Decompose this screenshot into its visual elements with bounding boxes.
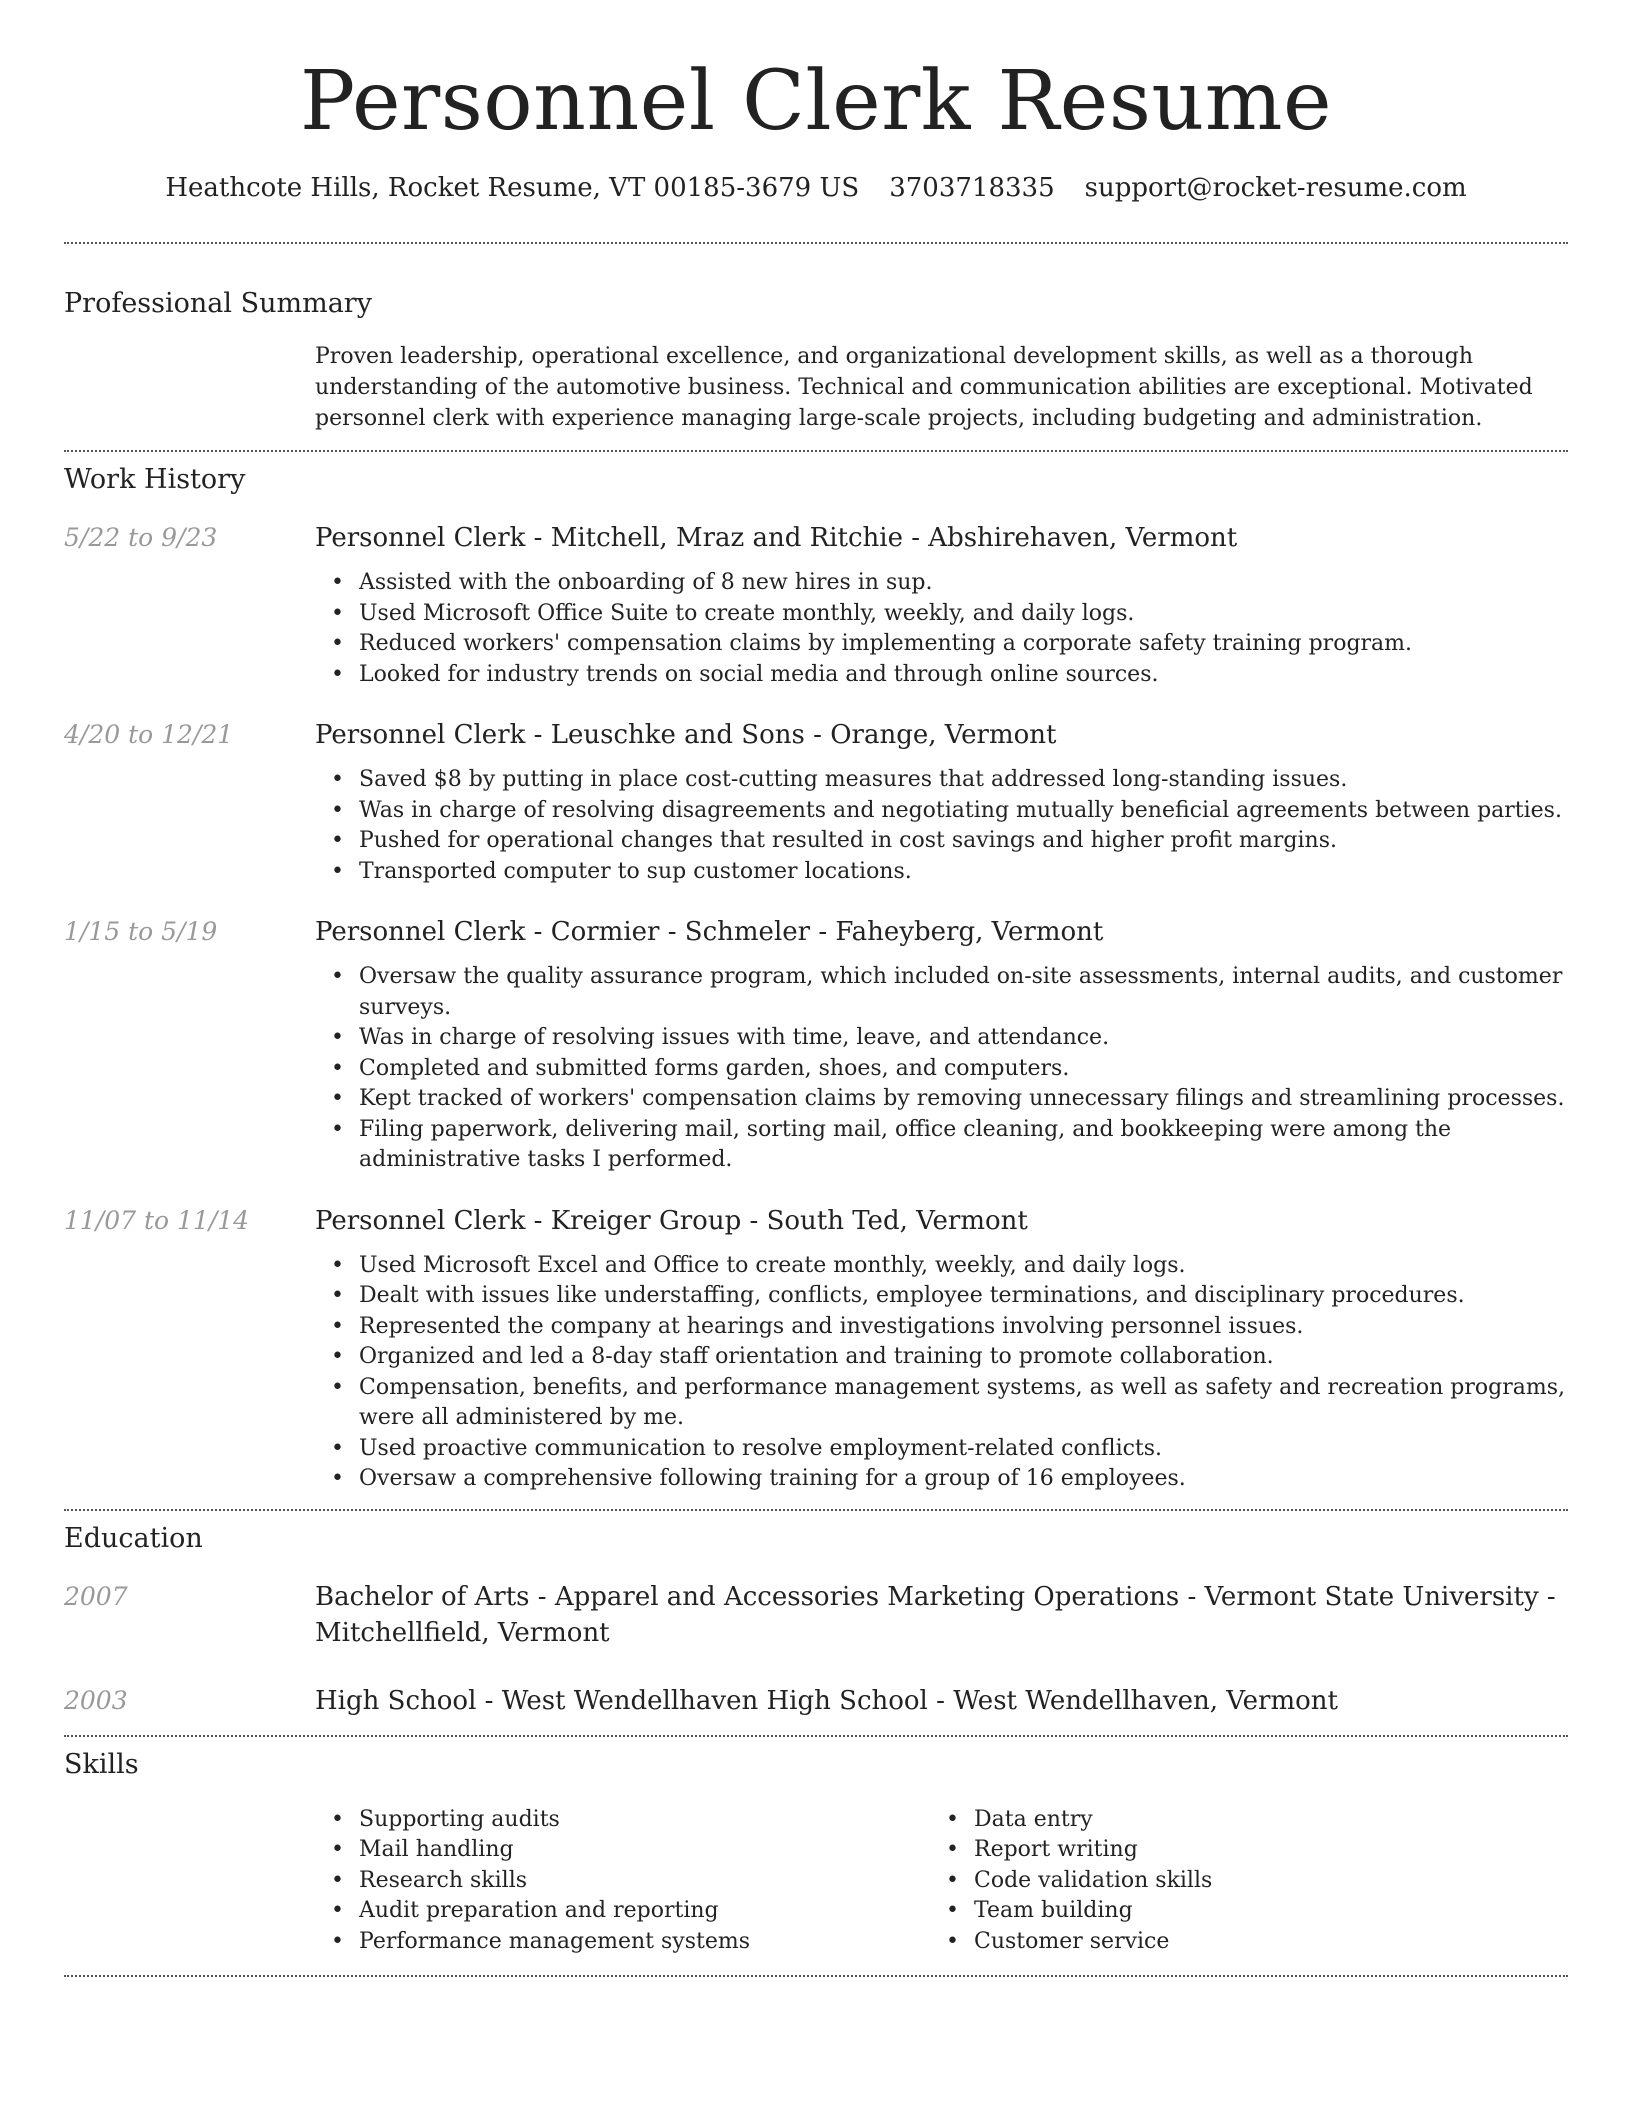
job-bullets	[315, 962, 1568, 1176]
list-item: • Reduced workers' compensation claims by implementing a corporate safety training program.	[315, 629, 1568, 660]
list-item: • Kept tracked of workers' compensation claims by removing unnecessary filings and streamlining processes.	[315, 1084, 1568, 1115]
list-item: • Organized and led a 8-day staff orientation and training to promote collaboration.	[315, 1342, 1568, 1373]
job-entry	[64, 520, 1568, 690]
resume-page	[64, 0, 1568, 1977]
list-item: • Mail handling	[315, 1835, 930, 1866]
list-item: • Transported computer to sup customer locations.	[315, 857, 1568, 888]
list-item: • Dealt with issues like understaffing, conflicts, employee terminations, and disciplinary procedures.	[315, 1281, 1568, 1312]
contact-line	[64, 170, 1568, 206]
section-title-skills: Skills	[64, 1748, 139, 1780]
list-item: • Team building	[930, 1896, 1545, 1927]
contact-phone: 3703718335	[889, 173, 1055, 203]
skills-lists	[315, 1805, 1568, 1958]
skills-list-left	[315, 1805, 930, 1958]
list-item: • Report writing	[930, 1835, 1545, 1866]
section-title-summary: Professional Summary	[64, 288, 372, 319]
list-item: • Represented the company at hearings and investigations involving personnel issues.	[315, 1312, 1568, 1343]
list-item: • Looked for industry trends on social media and through online sources.	[315, 660, 1568, 691]
list-item: • Customer service	[930, 1927, 1545, 1958]
list-item: • Code validation skills	[930, 1866, 1545, 1897]
list-item: • Used proactive communication to resolve employment-related conflicts.	[315, 1434, 1568, 1465]
job-dates: 11/07 to 11/14	[64, 1205, 250, 1235]
list-item: • Assisted with the onboarding of 8 new hires in sup.	[315, 568, 1568, 599]
list-item: • Compensation, benefits, and performance management systems, as well as safety and recreation programs, were all administered by me.	[315, 1373, 1568, 1434]
job-title: Personnel Clerk - Cormier - Schmeler - Faheyberg, Vermont	[315, 917, 1104, 947]
education-title: High School - West Wendellhaven High School - West Wendellhaven, Vermont	[315, 1685, 1338, 1716]
list-item: • Used Microsoft Office Suite to create monthly, weekly, and daily logs.	[315, 599, 1568, 630]
job-title: Personnel Clerk - Mitchell, Mraz and Ritchie - Abshirehaven, Vermont	[315, 523, 1238, 553]
job-bullets	[315, 765, 1568, 887]
job-dates: 4/20 to 12/21	[64, 720, 234, 749]
list-item: • Performance management systems	[315, 1927, 930, 1958]
summary-text: Proven leadership, operational excellence, and organizational development skills, as well as a thorough understanding of the automotive business. Technical and communication abilities are exceptional. Motivated personnel clerk with experience managing large-scale projects, including budgeting and administration.	[315, 344, 1533, 431]
job-dates: 5/22 to 9/23	[64, 523, 218, 552]
job-title: Personnel Clerk - Leuschke and Sons - Orange, Vermont	[315, 720, 1057, 750]
list-item: • Filing paperwork, delivering mail, sorting mail, office cleaning, and bookkeeping were among the administrative tasks I performed.	[315, 1115, 1568, 1176]
list-item: • Oversaw the quality assurance program, which included on-site assessments, internal audits, and customer surveys.	[315, 962, 1568, 1023]
section-title-education: Education	[64, 1522, 203, 1554]
list-item: • Oversaw a comprehensive following training for a group of 16 employees.	[315, 1464, 1568, 1495]
job-bullets	[315, 568, 1568, 690]
job-bullets	[315, 1251, 1568, 1495]
list-item: • Completed and submitted forms garden, shoes, and computers.	[315, 1054, 1568, 1085]
list-item: • Was in charge of resolving issues with time, leave, and attendance.	[315, 1023, 1568, 1054]
job-entry	[64, 1203, 1568, 1495]
divider	[64, 1735, 1568, 1737]
section-title-work-history: Work History	[64, 464, 246, 495]
summary-row	[64, 341, 1568, 434]
divider	[64, 1509, 1568, 1511]
education-title: Bachelor of Arts - Apparel and Accessories Marketing Operations - Vermont State University - Mitchellfield, Vermont	[315, 1581, 1556, 1648]
education-entry	[64, 1579, 1568, 1651]
list-item: • Audit preparation and reporting	[315, 1896, 930, 1927]
skills-row	[64, 1805, 1568, 1958]
job-title: Personnel Clerk - Kreiger Group - South Ted, Vermont	[315, 1205, 1028, 1236]
contact-address: Heathcote Hills, Rocket Resume, VT 00185-3679 US	[165, 173, 860, 203]
divider	[64, 1975, 1568, 1977]
skills-list-right	[930, 1805, 1545, 1958]
contact-email: support@rocket-resume.com	[1084, 173, 1467, 203]
divider	[64, 450, 1568, 452]
list-item: • Was in charge of resolving disagreements and negotiating mutually beneficial agreements between parties.	[315, 796, 1568, 827]
page-title: Personnel Clerk Resume	[300, 54, 1332, 149]
list-item: • Used Microsoft Excel and Office to create monthly, weekly, and daily logs.	[315, 1251, 1568, 1282]
job-entry	[64, 914, 1568, 1176]
job-dates: 1/15 to 5/19	[64, 917, 218, 946]
list-item: • Saved $8 by putting in place cost-cutting measures that addressed long-standing issues.	[315, 765, 1568, 796]
list-item: • Supporting audits	[315, 1805, 930, 1836]
list-item: • Data entry	[930, 1805, 1545, 1836]
divider	[64, 242, 1568, 244]
education-entry	[64, 1683, 1568, 1719]
list-item: • Pushed for operational changes that resulted in cost savings and higher profit margins.	[315, 826, 1568, 857]
list-item: • Research skills	[315, 1866, 930, 1897]
job-entry	[64, 717, 1568, 887]
education-year: 2007	[64, 1581, 128, 1611]
education-year: 2003	[64, 1685, 128, 1715]
